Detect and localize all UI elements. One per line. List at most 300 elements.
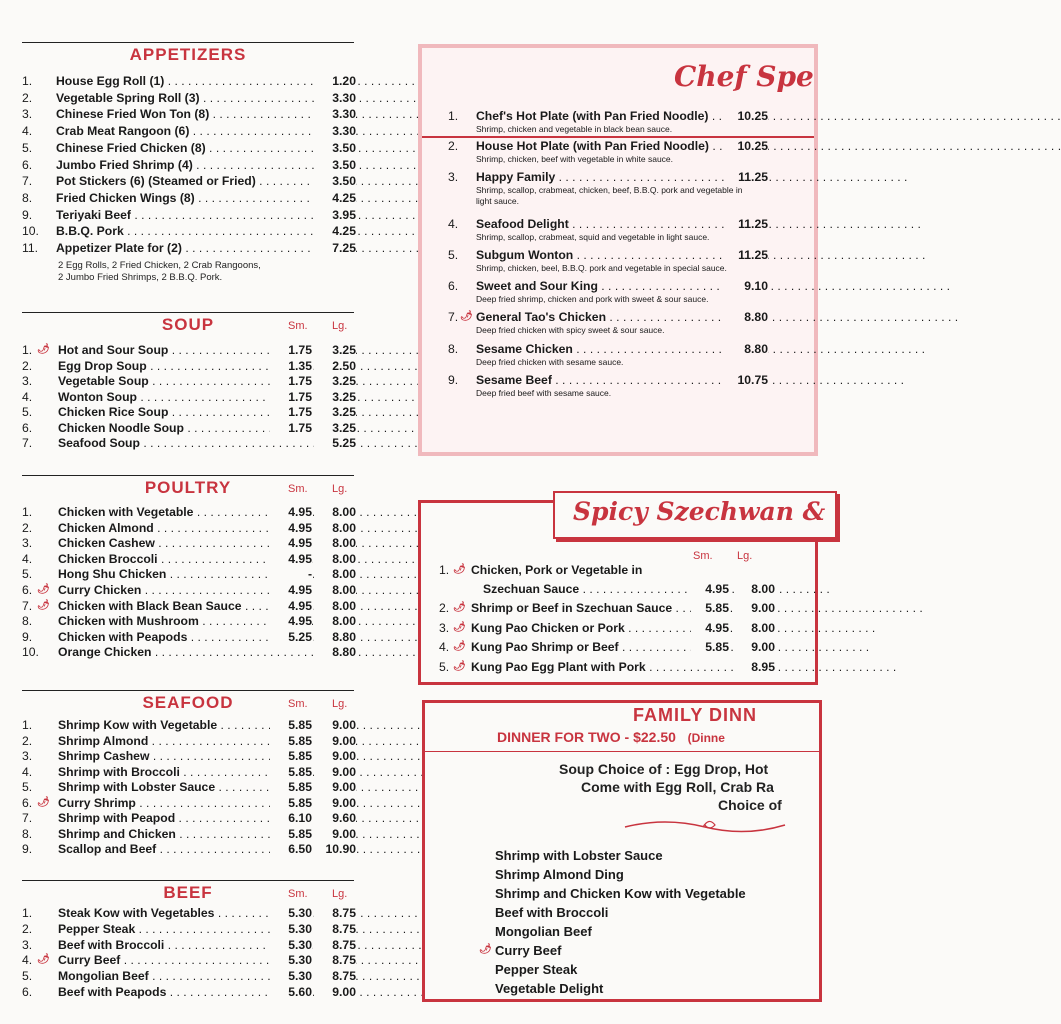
item-number: 8.	[22, 190, 33, 205]
item-name: Teriyaki Beef . . .	[56, 208, 322, 222]
decorative-swirl-icon	[625, 815, 785, 835]
item-number: 8.	[22, 614, 33, 629]
section-title: POULTRY	[144, 478, 232, 497]
price-large: 9.00	[314, 734, 356, 748]
item-name: Pot Stickers (6) (Steamed or Fried) . . .	[56, 174, 322, 188]
price-small: 1.75	[270, 405, 312, 419]
col-header-large: Lg.	[332, 888, 348, 900]
menu-item	[22, 796, 354, 812]
item-number: 5.	[22, 567, 33, 582]
price-large: 8.00	[314, 521, 356, 535]
section-title: SEAFOOD	[142, 693, 234, 712]
item-name: Fried Chicken Wings (8) . . .	[56, 191, 322, 205]
price-large: 9.00	[314, 780, 356, 794]
egg-roll-line: Come with Egg Roll, Crab Ra	[581, 779, 774, 795]
chili-pepper-icon: 🌶	[453, 602, 466, 613]
item-name: Curry Shrimp . . .	[58, 796, 280, 810]
item-name: House Egg Roll (1) . . .	[56, 74, 322, 88]
menu-item	[22, 938, 354, 954]
price-large: 8.00	[314, 583, 356, 597]
col-header-small: Sm.	[288, 698, 308, 710]
price-small: 4.95	[691, 621, 729, 635]
item-price: 3.50	[314, 174, 356, 188]
szechwan-panel	[418, 497, 826, 685]
item-price: 11.25	[724, 217, 768, 231]
menu-item	[22, 969, 354, 985]
price-small: 4.95	[691, 582, 729, 596]
menu-item	[22, 521, 354, 537]
chili-pepper-icon: 🌶	[453, 621, 466, 633]
item-name: General Tao's Chicken . . .	[476, 310, 724, 324]
price-small: 5.25	[270, 630, 312, 644]
family-dinner-item	[495, 981, 603, 996]
item-price: 9.10	[724, 279, 768, 293]
menu-item	[22, 906, 354, 922]
item-number: 9.	[22, 629, 33, 644]
family-dinner-item	[495, 962, 577, 977]
item-number: 5.	[22, 140, 33, 155]
item-number: 7.	[22, 436, 33, 450]
item-number: 3.	[448, 170, 459, 184]
price-large: 8.75	[314, 953, 356, 967]
price-large: 8.80	[314, 645, 356, 659]
item-price: 11.25	[724, 170, 768, 184]
item-name: Vegetable Delight	[495, 981, 604, 996]
left-menu-column	[0, 0, 380, 1024]
family-dinner-item	[495, 848, 663, 863]
price-small: 5.30	[270, 953, 312, 967]
menu-item	[22, 842, 354, 858]
price-large: 8.00	[314, 599, 356, 613]
price-large: 5.25	[314, 436, 356, 450]
price-large: 8.00	[314, 552, 356, 566]
seafood-section	[22, 690, 354, 865]
menu-item	[22, 91, 354, 107]
price-large: 8.00	[314, 536, 356, 550]
menu-item	[22, 405, 354, 421]
item-number: 9.	[22, 842, 33, 856]
price-large: 8.00	[314, 505, 356, 519]
item-name: Shrimp with Lobster Sauce . . .	[58, 780, 280, 794]
item-name: Shrimp and Chicken Kow with Vegetable	[495, 886, 746, 901]
price-large: 8.00	[735, 582, 775, 596]
item-number: 3.	[22, 937, 33, 952]
szechwan-title: Spicy Szechwan &	[573, 497, 826, 526]
item-name: Seafood Delight . . .	[476, 217, 724, 231]
item-number: 9.	[22, 207, 33, 222]
menu-item	[22, 630, 354, 646]
item-number: 4.	[22, 764, 33, 779]
price-large: 8.75	[314, 969, 356, 983]
menu-item	[22, 174, 354, 190]
item-price: 10.25	[724, 109, 768, 123]
item-name: Chicken with Mushroom . . .	[58, 614, 280, 628]
price-large: 3.25	[314, 343, 356, 357]
item-name: Shrimp Almond Ding	[495, 867, 624, 882]
section-title: SOUP	[161, 315, 215, 334]
price-large: 9.00	[314, 985, 356, 999]
menu-item	[22, 208, 354, 224]
item-number: 10.	[22, 224, 39, 239]
price-small: 4.95	[270, 599, 312, 613]
family-dinner-title: FAMILY DINN	[633, 705, 758, 725]
item-number: 7.	[22, 811, 33, 825]
menu-item	[22, 224, 354, 240]
item-price: 10.75	[724, 373, 768, 387]
col-header-small: Sm.	[288, 320, 308, 332]
family-dinner-item	[495, 886, 746, 901]
plate-note: 2 Jumbo Fried Shrimps, 2 B.B.Q. Pork.	[58, 272, 223, 283]
item-name: Chicken Cashew . . .	[58, 536, 280, 550]
family-dinner-item	[495, 905, 608, 920]
item-name: Chinese Fried Won Ton (8) . . .	[56, 107, 322, 121]
section-rule	[22, 880, 354, 881]
item-number: 7.	[448, 310, 459, 324]
menu-item	[22, 374, 354, 390]
item-number: 4.	[22, 953, 33, 968]
item-name: Pepper Steak . . .	[58, 922, 280, 936]
item-name: Wonton Soup . . .	[58, 390, 280, 404]
price-small: 4.95	[270, 536, 312, 550]
item-name: B.B.Q. Pork . . .	[56, 224, 322, 238]
item-name: Chicken with Peapods . . .	[58, 630, 280, 644]
menu-item	[22, 505, 354, 521]
item-number: 1.	[22, 343, 33, 357]
item-name: Hot and Sour Soup . . .	[58, 343, 280, 357]
price-large: 9.00	[735, 640, 775, 654]
item-name: Sweet and Sour King . . .	[476, 279, 724, 293]
item-name: Kung Pao Shrimp or Beef . . .	[471, 640, 691, 654]
family-dinner-panel	[422, 700, 822, 1002]
menu-item	[22, 107, 354, 123]
section-rule	[22, 475, 354, 476]
item-number: 6.	[22, 795, 33, 810]
menu-item	[22, 74, 354, 90]
price-small: 6.50	[270, 842, 312, 856]
chili-pepper-icon: 🌶	[37, 796, 50, 808]
menu-item	[22, 583, 354, 599]
item-name: Beef with Peapods . . .	[58, 985, 280, 999]
item-name: Mongolian Beef . . .	[58, 969, 280, 983]
item-price: 3.30	[314, 91, 356, 105]
item-number: 8.	[22, 826, 33, 841]
price-large: 3.25	[314, 390, 356, 404]
item-description: Shrimp, chicken, beel, B.B.Q. pork and vegetable in special sauce.	[476, 263, 727, 273]
item-name: Shrimp or Beef in Szechuan Sauce . . .	[471, 601, 691, 615]
menu-item	[22, 922, 354, 938]
menu-item	[22, 536, 354, 552]
item-name: Shrimp Kow with Vegetable . . .	[58, 718, 280, 732]
item-price: 1.20	[314, 74, 356, 88]
price-large: 3.25	[314, 374, 356, 388]
price-small: 5.60	[270, 985, 312, 999]
item-name: Curry Beef	[495, 943, 562, 958]
price-small: 5.30	[270, 906, 312, 920]
chili-pepper-icon: 🌶	[37, 584, 50, 595]
item-name: Chicken with Black Bean Sauce . . .	[58, 599, 280, 613]
item-number: 2.	[22, 358, 33, 373]
item-name: Chicken Broccoli . . .	[58, 552, 280, 566]
item-number: 3.	[22, 107, 33, 122]
family-dinner-item	[495, 867, 624, 882]
plate-note: 2 Egg Rolls, 2 Fried Chicken, 2 Crab Rangoons,	[58, 260, 261, 271]
item-number: 2.	[22, 921, 33, 936]
col-header-large: Lg.	[332, 320, 348, 332]
menu-item	[22, 421, 354, 437]
item-name: Chicken Rice Soup . . .	[58, 405, 280, 419]
item-number: 6.	[22, 157, 33, 172]
menu-item	[22, 749, 354, 765]
price-small: 5.85	[270, 765, 312, 779]
item-description: Shrimp, scallop, crabmeat, squid and vegetable in light sauce.	[476, 232, 710, 242]
chili-pepper-icon: 🌶	[460, 311, 473, 322]
price-small: 5.85	[270, 827, 312, 841]
item-name: Kung Pao Egg Plant with Pork . . .	[471, 660, 691, 674]
menu-item	[22, 765, 354, 781]
item-number: 4.	[448, 217, 459, 231]
item-name: Orange Chicken . . .	[58, 645, 280, 659]
price-small: 5.85	[691, 640, 729, 654]
menu-item	[22, 390, 354, 406]
item-number: 5.	[22, 405, 33, 419]
item-number: 7.	[22, 174, 33, 189]
soup-section	[22, 312, 354, 457]
item-number: 6.	[22, 420, 33, 435]
price-small: 1.75	[270, 374, 312, 388]
menu-item	[22, 552, 354, 568]
item-price: 3.30	[314, 107, 356, 121]
item-price: 7.25	[314, 241, 356, 255]
menu-item	[22, 124, 354, 140]
menu-item	[22, 985, 354, 1001]
price-small: 1.75	[270, 421, 312, 435]
menu-item	[22, 780, 354, 796]
dinner-for-two-label: DINNER FOR TWO - $22.50	[497, 729, 676, 745]
item-number: 11.	[22, 241, 39, 255]
item-name: Szechuan Sauce . . .	[483, 582, 691, 596]
price-large: 3.25	[314, 421, 356, 435]
item-number: 2.	[22, 520, 33, 535]
item-number: 4.	[22, 124, 33, 139]
item-number: 2.	[22, 733, 33, 748]
item-number: 4.	[22, 551, 33, 566]
price-small: 5.85	[270, 718, 312, 732]
item-number: 4.	[439, 640, 450, 654]
title-rule	[425, 751, 819, 752]
item-number: 3.	[22, 374, 33, 388]
item-number: 6.	[22, 583, 33, 597]
menu-item	[22, 436, 354, 452]
item-name: Subgum Wonton . . .	[476, 248, 724, 262]
item-price: 4.25	[314, 191, 356, 205]
item-number: 5.	[22, 780, 33, 794]
item-name: Hong Shu Chicken . . .	[58, 567, 280, 581]
item-name: Sesame Beef . . .	[476, 373, 724, 387]
item-price: 4.25	[314, 224, 356, 238]
item-name: Crab Meat Rangoon (6) . . .	[56, 124, 322, 138]
chili-pepper-icon: 🌶	[37, 599, 50, 611]
menu-item	[22, 241, 354, 257]
price-small: 5.30	[270, 969, 312, 983]
price-large: 3.25	[314, 405, 356, 419]
dinner-for-two-title	[497, 729, 725, 745]
item-number: 6.	[448, 279, 459, 293]
price-large: 8.80	[314, 630, 356, 644]
price-large: 8.75	[314, 906, 356, 920]
price-large: 8.75	[314, 938, 356, 952]
dinner-note: (Dinne	[687, 731, 725, 745]
title-rule	[422, 136, 814, 138]
price-large: 9.00	[314, 749, 356, 763]
item-number: 3.	[22, 536, 33, 551]
item-number: 2.	[439, 601, 450, 615]
item-name: Seafood Soup . . .	[58, 436, 280, 450]
item-name: Jumbo Fried Shrimp (4) . . .	[56, 158, 322, 172]
item-name: Sesame Chicken . . .	[476, 342, 724, 356]
item-name: Chicken Noodle Soup . . .	[58, 421, 280, 435]
chili-pepper-icon: 🌶	[37, 344, 50, 355]
price-small: 5.30	[270, 938, 312, 952]
section-rule	[22, 312, 354, 313]
item-number: 1.	[22, 74, 33, 88]
col-header-small: Sm.	[693, 550, 713, 562]
price-large: 8.00	[735, 621, 775, 635]
menu-item	[22, 827, 354, 843]
item-name: Curry Chicken . . .	[58, 583, 280, 597]
item-name: Chicken with Vegetable . . .	[58, 505, 280, 519]
menu-item	[22, 718, 354, 734]
item-number: 5.	[439, 659, 450, 674]
item-price: 3.50	[314, 141, 356, 155]
price-small: 5.85	[270, 780, 312, 794]
item-number: 10.	[22, 645, 39, 660]
price-small: 4.95	[270, 614, 312, 628]
section-rule	[22, 690, 354, 691]
price-small: 4.95	[270, 552, 312, 566]
item-number: 4.	[22, 389, 33, 404]
price-large: 9.00	[314, 718, 356, 732]
menu-item	[22, 343, 354, 359]
price-large: 2.50	[314, 359, 356, 373]
chili-pepper-icon: 🌶	[453, 564, 466, 575]
item-number: 8.	[448, 342, 459, 356]
item-number: 6.	[22, 985, 33, 999]
item-number: 5.	[22, 969, 33, 984]
szechwan-title-box	[553, 491, 837, 539]
item-name: Shrimp Cashew . . .	[58, 749, 280, 763]
item-number: 2.	[22, 90, 33, 105]
price-large: 9.00	[314, 765, 356, 779]
item-description: Shrimp, scallop, crabmeat, chicken, beef, B.B.Q. pork and vegetable in light sauce.	[476, 185, 743, 206]
choice-of-line: Choice of	[718, 797, 782, 813]
chili-pepper-icon: 🌶	[479, 944, 492, 955]
poultry-section	[22, 475, 354, 665]
price-small: 1.75	[270, 343, 312, 357]
col-header-large: Lg.	[737, 550, 753, 562]
price-small: 5.30	[270, 922, 312, 936]
item-name: Chicken Almond . . .	[58, 521, 280, 535]
item-name: Beef with Broccoli . . .	[58, 938, 280, 952]
item-name: Chinese Fried Chicken (8) . . .	[56, 141, 322, 155]
section-title: APPETIZERS	[129, 45, 247, 64]
menu-item	[22, 953, 354, 969]
price-small: 4.95	[270, 505, 312, 519]
menu-item	[22, 734, 354, 750]
item-name: Scallop and Beef . . .	[58, 842, 280, 856]
chef-specials-panel	[418, 44, 818, 456]
item-name: Vegetable Spring Roll (3) . . .	[56, 91, 322, 105]
family-dinner-item	[479, 943, 562, 958]
price-large: 9.00	[314, 827, 356, 841]
item-price: 3.50	[314, 158, 356, 172]
item-name: Happy Family . . .	[476, 170, 724, 184]
item-name: House Hot Plate (with Pan Fried Noodle) . . .	[476, 139, 724, 153]
item-number: 9.	[448, 373, 459, 387]
menu-item	[22, 614, 354, 630]
section-title: BEEF	[163, 883, 213, 902]
price-large: 9.00	[735, 601, 775, 615]
item-name: Kung Pao Chicken or Pork . . .	[471, 621, 691, 635]
item-name: Shrimp with Broccoli . . .	[58, 765, 280, 779]
price-small: 5.85	[270, 734, 312, 748]
item-name: Shrimp Almond . . .	[58, 734, 280, 748]
col-header-small: Sm.	[288, 483, 308, 495]
item-price: 3.30	[314, 124, 356, 138]
menu-item	[22, 359, 354, 375]
chili-pepper-icon: 🌶	[453, 660, 466, 672]
item-name: Vegetable Soup . . .	[58, 374, 280, 388]
family-dinner-item	[495, 924, 592, 939]
price-small: 4.95	[270, 583, 312, 597]
menu-item	[22, 158, 354, 174]
item-name: Curry Beef . . .	[58, 953, 280, 967]
price-small: -	[270, 567, 312, 581]
col-header-large: Lg.	[332, 483, 348, 495]
appetizers-section	[22, 42, 354, 292]
item-description: Shrimp, chicken and vegetable in black bean sauce.	[476, 124, 673, 134]
item-price: 11.25	[724, 248, 768, 262]
item-name: Egg Drop Soup . . .	[58, 359, 280, 373]
item-number: 1.	[22, 718, 33, 732]
price-large: 8.95	[735, 660, 775, 674]
price-small: 5.85	[270, 749, 312, 763]
price-large: 8.75	[314, 922, 356, 936]
item-description: Deep fried beef with sesame sauce.	[476, 388, 612, 398]
right-menu-column	[418, 0, 826, 1024]
item-description: Deep fried shrimp, chicken and pork with sweet & sour sauce.	[476, 294, 709, 304]
menu-item	[22, 567, 354, 583]
menu-item	[22, 645, 354, 661]
price-large: 9.00	[314, 796, 356, 810]
col-header-small: Sm.	[288, 888, 308, 900]
item-number: 1.	[448, 109, 459, 123]
item-description: Deep fried chicken with sesame sauce.	[476, 357, 624, 367]
item-name: Shrimp and Chicken . . .	[58, 827, 280, 841]
price-large: 8.00	[314, 614, 356, 628]
item-number: 1.	[439, 563, 450, 577]
item-number: 2.	[448, 139, 459, 153]
item-name: Pepper Steak	[495, 962, 578, 977]
item-name: Beef with Broccoli	[495, 905, 609, 920]
item-name: Appetizer Plate for (2) . . .	[56, 241, 322, 255]
item-price: 10.25	[724, 139, 768, 153]
price-large: 9.60	[314, 811, 356, 825]
item-name: Chicken, Pork or Vegetable in	[471, 563, 643, 577]
item-price: 3.95	[314, 208, 356, 222]
price-small: 4.95	[270, 521, 312, 535]
price-small: 5.85	[270, 796, 312, 810]
item-description: Deep fried chicken with spicy sweet & sour sauce.	[476, 325, 665, 335]
